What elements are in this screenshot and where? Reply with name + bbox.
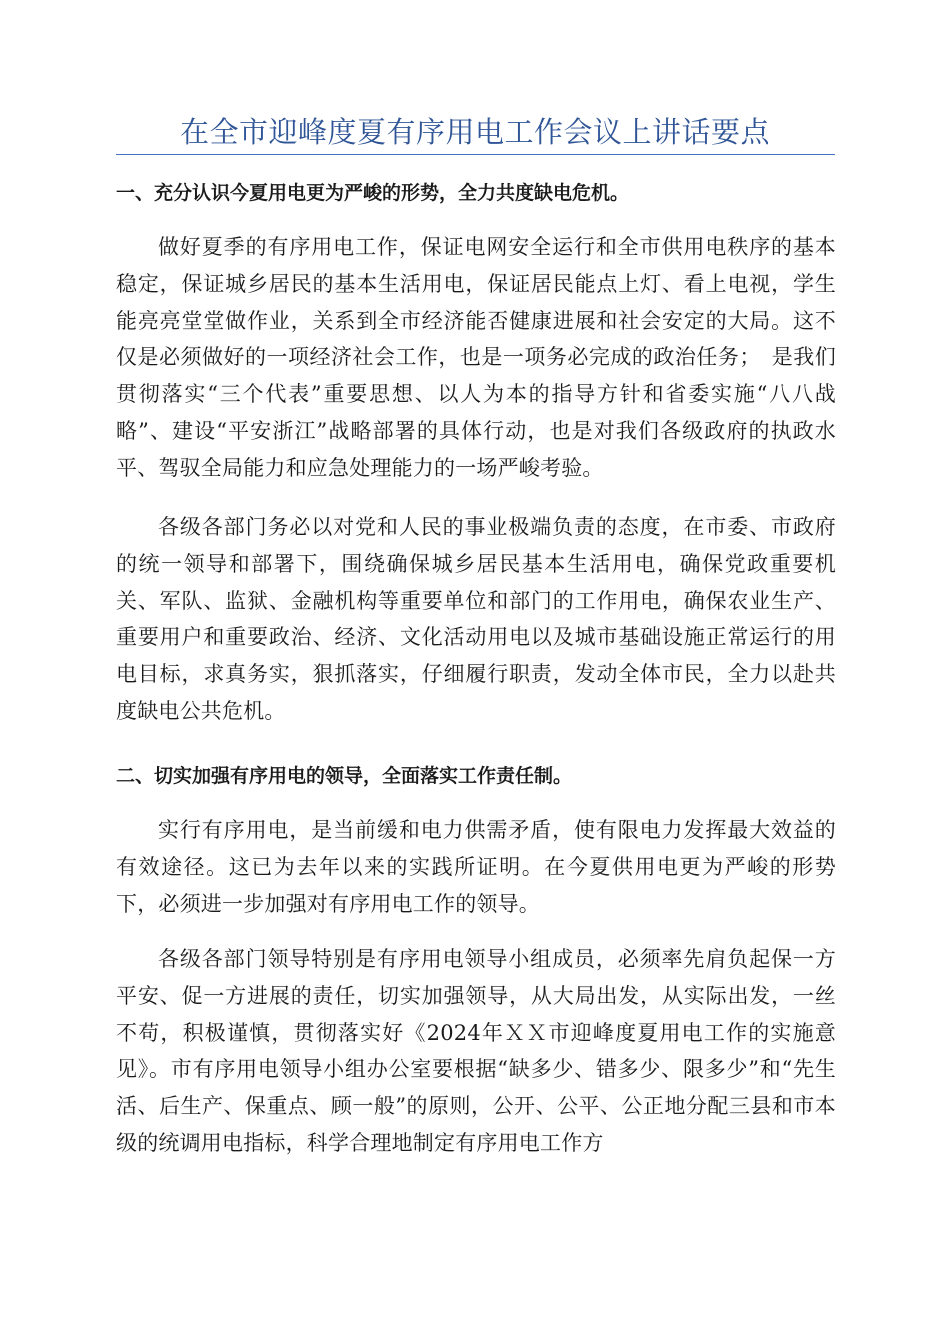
section-heading-2: 二、切实加强有序用电的领导，全面落实工作责任制。 <box>116 765 573 787</box>
section-1-paragraph-2: 各级各部门务必以对党和人民的事业极端负责的态度，在市委、市政府的统一领导和部署下，围绕确保城乡居民基本生活用电，确保党政重要机关、军队、监狱、金融机构等重要单位和部门的工作用电，确保农业生产、重要用户和重要政治、经济、文化活动用电以及城市基础设施正常运行的用电目标，求真务实，狠抓落实，仔细履行职责，发动全体市民，全力以赴共度缺电公共危机。 <box>116 515 836 723</box>
title-underline <box>116 154 835 155</box>
document-title: 在全市迎峰度夏有序用电工作会议上讲话要点 <box>179 115 770 149</box>
section-1-paragraph-1: 做好夏季的有序用电工作，保证电网安全运行和全市供用电秩序的基本稳定，保证城乡居民的基本生活用电，保证居民能点上灯、看上电视，学生能亮亮堂堂做作业，关系到全市经济能否健康进展和社会安定的大局。这不仅是必须做好的一项经济社会工作，也是一项务必完成的政治任务； 是我们贯彻落实“三个代表”重要思想、以人为本的指导方针和省委实施“八八战略”、建设“平安浙江”战略部署的具体行动，也是对我们各级政府的执政水平、驾驭全局能力和应急处理能力的一场严峻考验。 <box>116 235 836 480</box>
section-heading-1: 一、充分认识今夏用电更为严峻的形势，全力共度缺电危机。 <box>116 182 630 204</box>
section-2-paragraph-2: 各级各部门领导特别是有序用电领导小组成员，必须率先肩负起保一方平安、促一方进展的责任，切实加强领导，从大局出发，从实际出发，一丝不苟，积极谨慎，贯彻落实好《2024年ＸＸ市迎峰度夏用电工作的实施意见》。市有序用电领导小组办公室要根据“缺多少、错多少、限多少”和“先生活、后生产、保重点、顾一般”的原则，公开、公平、公正地分配三县和市本级的统调用电指标，科学合理地制定有序用电工作方 <box>116 947 836 1155</box>
section-2-paragraph-1: 实行有序用电，是当前缓和电力供需矛盾，使有限电力发挥最大效益的有效途径。这已为去年以来的实践所证明。在今夏供用电更为严峻的形势下，必须进一步加强对有序用电工作的领导。 <box>116 818 836 916</box>
